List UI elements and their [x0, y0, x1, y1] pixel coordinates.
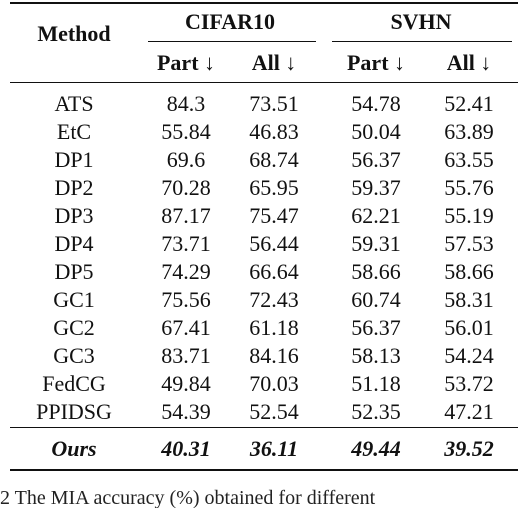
table-cell-svhn-part: 59.37: [351, 175, 401, 200]
table-cell-method: DP3: [54, 203, 94, 228]
table-cell-svhn-all: 47.21: [444, 399, 494, 424]
svhn-underline: [332, 41, 512, 42]
subheader-cifar-part: Part ↓: [156, 50, 216, 75]
table-cell-cifar-all: 72.43: [249, 287, 299, 312]
table-cell-svhn-part: 58.13: [351, 343, 401, 368]
table-cell-cifar-all: 73.51: [249, 91, 299, 116]
table-cell-cifar-all: 70.03: [249, 371, 299, 396]
table-cell-method: DP2: [54, 175, 94, 200]
ours-cifar-part: 40.31: [161, 436, 211, 461]
header-rule: [10, 82, 518, 83]
group-header-svhn: SVHN: [390, 9, 452, 34]
table-cell-method: PPIDSG: [36, 399, 112, 424]
cifar10-underline: [148, 41, 316, 42]
table-cell-svhn-all: 53.72: [444, 371, 494, 396]
subheader-cifar-all: All ↓: [251, 50, 297, 75]
table-cell-method: DP4: [54, 231, 94, 256]
table-cell-svhn-part: 56.37: [351, 147, 401, 172]
table-cell-cifar-part: 83.71: [161, 343, 211, 368]
table-cell-cifar-part: 84.3: [166, 91, 206, 116]
table-cell-cifar-part: 70.28: [161, 175, 211, 200]
ours-rule: [10, 427, 518, 428]
table-cell-cifar-all: 65.95: [249, 175, 299, 200]
table-cell-svhn-all: 56.01: [444, 315, 494, 340]
ours-method: Ours: [51, 436, 97, 461]
table-cell-svhn-part: 59.31: [351, 231, 401, 256]
table-cell-cifar-part: 87.17: [161, 203, 211, 228]
table-cell-svhn-all: 63.89: [444, 119, 494, 144]
table-cell-svhn-part: 52.35: [351, 399, 401, 424]
table-cell-cifar-all: 84.16: [249, 343, 299, 368]
table-cell-svhn-part: 54.78: [351, 91, 401, 116]
table-cell-svhn-part: 58.66: [351, 259, 401, 284]
table-cell-svhn-all: 58.31: [444, 287, 494, 312]
table-cell-method: FedCG: [42, 371, 106, 396]
table-cell-cifar-all: 56.44: [249, 231, 299, 256]
table-cell-svhn-all: 55.76: [444, 175, 494, 200]
table-cell-method: DP1: [54, 147, 94, 172]
table-cell-method: GC3: [53, 343, 95, 368]
table-cell-svhn-part: 60.74: [351, 287, 401, 312]
top-rule: [10, 2, 518, 4]
table-cell-svhn-part: 62.21: [351, 203, 401, 228]
table-cell-svhn-all: 58.66: [444, 259, 494, 284]
table-cell-svhn-part: 50.04: [351, 119, 401, 144]
table-caption: 2 The MIA accuracy (%) obtained for different: [0, 487, 376, 508]
table-cell-method: GC2: [53, 315, 95, 340]
table-cell-cifar-part: 74.29: [161, 259, 211, 284]
table-cell-method: DP5: [54, 259, 94, 284]
table-cell-svhn-all: 54.24: [444, 343, 494, 368]
subheader-svhn-all: All ↓: [446, 50, 492, 75]
table-cell-cifar-part: 55.84: [161, 119, 211, 144]
table-cell-cifar-part: 54.39: [161, 399, 211, 424]
table-cell-svhn-all: 63.55: [444, 147, 494, 172]
table-cell-cifar-all: 68.74: [249, 147, 299, 172]
table-cell-cifar-part: 49.84: [161, 371, 211, 396]
table-cell-method: GC1: [53, 287, 95, 312]
table-cell-cifar-all: 75.47: [249, 203, 299, 228]
table-cell-cifar-part: 75.56: [161, 287, 211, 312]
method-header: Method: [37, 21, 111, 46]
ours-svhn-part: 49.44: [351, 436, 401, 461]
table-cell-cifar-part: 69.6: [166, 147, 206, 172]
table-cell-svhn-all: 52.41: [444, 91, 494, 116]
subheader-svhn-part: Part ↓: [346, 50, 406, 75]
bottom-rule: [10, 469, 518, 471]
table-cell-svhn-part: 51.18: [351, 371, 401, 396]
group-header-cifar10: CIFAR10: [184, 9, 276, 34]
table-cell-svhn-part: 56.37: [351, 315, 401, 340]
table-cell-svhn-all: 57.53: [444, 231, 494, 256]
table-cell-svhn-all: 55.19: [444, 203, 494, 228]
ours-svhn-all: 39.52: [444, 436, 494, 461]
table-cell-cifar-part: 73.71: [161, 231, 211, 256]
table-cell-method: EtC: [56, 119, 92, 144]
ours-cifar-all: 36.11: [249, 436, 299, 461]
table-cell-cifar-all: 66.64: [249, 259, 299, 284]
table-cell-method: ATS: [54, 91, 94, 116]
table-cell-cifar-all: 61.18: [249, 315, 299, 340]
table-cell-cifar-all: 52.54: [249, 399, 299, 424]
table-cell-cifar-all: 46.83: [249, 119, 299, 144]
table-cell-cifar-part: 67.41: [161, 315, 211, 340]
